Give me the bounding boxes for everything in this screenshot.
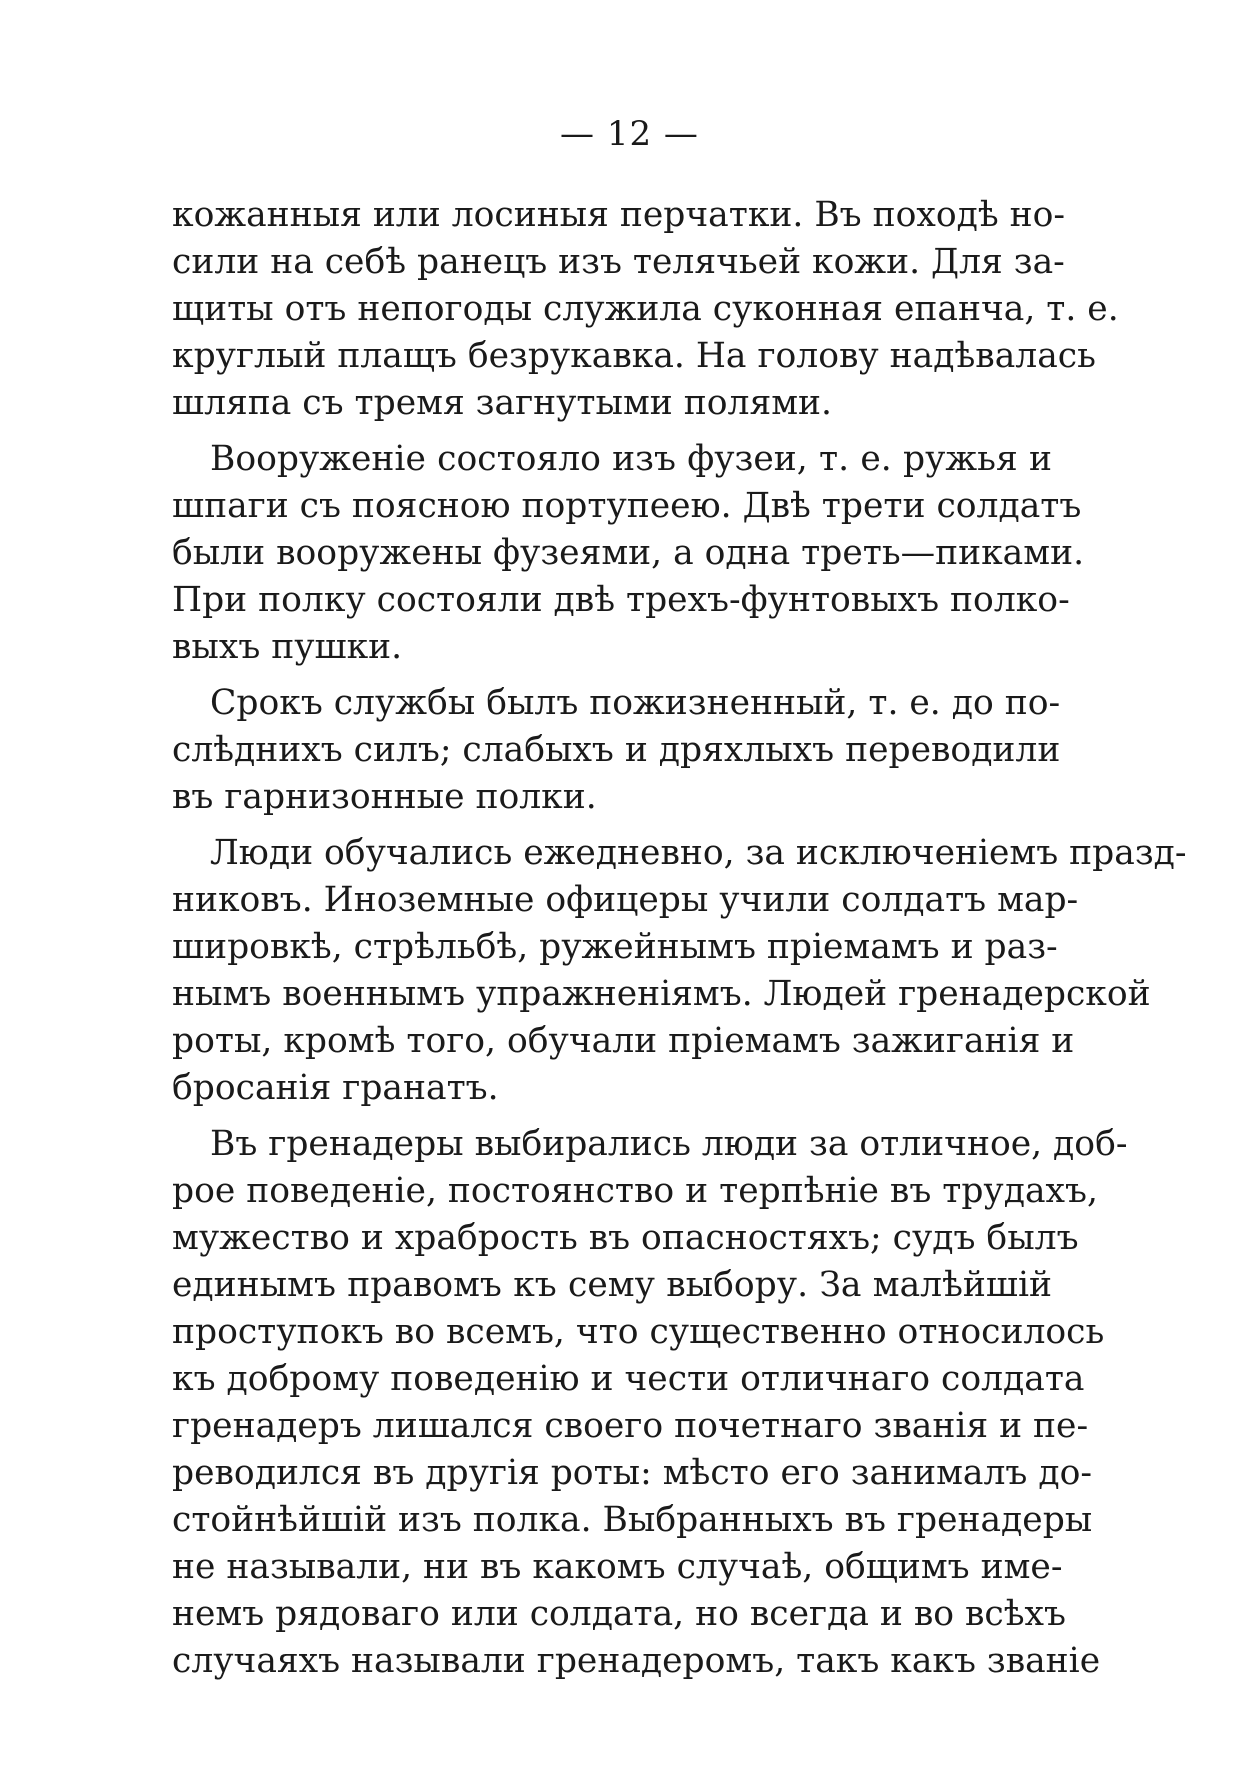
text-line: кожанныя или лосиныя перчатки. Въ походѣ но-: [172, 195, 1066, 235]
text-line: проступокъ во всемъ, что существенно относилось: [172, 1312, 1105, 1352]
text-line: круглый плащъ безрукавка. На голову надѣвалась: [172, 336, 1096, 376]
text-line: бросанія гранатъ.: [172, 1068, 499, 1108]
text-line: шпаги съ поясною портупеею. Двѣ трети солдатъ: [172, 486, 1082, 526]
paragraph: [172, 436, 1085, 671]
text-line: рое поведеніе, постоянство и терпѣніе въ трудахъ,: [172, 1171, 1098, 1211]
text-line: къ доброму поведенію и чести отличнаго солдата: [172, 1359, 1085, 1399]
text-line: слѣднихъ силъ; слабыхъ и дряхлыхъ переводили: [172, 730, 1061, 770]
text-line: Срокъ службы былъ пожизненный, т. е. до по-: [210, 683, 1061, 723]
text-line: не называли, ни въ какомъ случаѣ, общимъ име-: [172, 1547, 1063, 1587]
text-line: роты, кромѣ того, обучали пріемамъ зажиганія и: [172, 1021, 1075, 1061]
text-line: Въ гренадеры выбирались люди за отличное, доб-: [210, 1124, 1128, 1164]
text-line: стойнѣйшій изъ полка. Выбранныхъ въ гренадеры: [172, 1500, 1093, 1540]
text-line: немъ рядоваго или солдата, но всегда и во всѣхъ: [172, 1594, 1066, 1634]
text-line: шляпа съ тремя загнутыми полями.: [172, 383, 833, 423]
text-line: были вооружены фузеями, а одна треть—пиками.: [172, 533, 1085, 573]
text-line: въ гарнизонные полки.: [172, 777, 597, 817]
text-line: шировкѣ, стрѣльбѣ, ружейнымъ пріемамъ и раз-: [172, 927, 1058, 967]
text-line: сили на себѣ ранецъ изъ телячьей кожи. Для за-: [172, 242, 1065, 282]
text-line: мужество и храбрость въ опасностяхъ; судъ былъ: [172, 1218, 1079, 1258]
text-line: единымъ правомъ къ сему выбору. За малѣйшій: [172, 1265, 1052, 1305]
text-line: нымъ военнымъ упражненіямъ. Людей гренадерской: [172, 974, 1151, 1014]
paragraph: [172, 680, 1061, 821]
text-line: случаяхъ называли гренадеромъ, такъ какъ званіе: [172, 1641, 1101, 1681]
paragraph: [172, 1121, 1128, 1685]
text-line: гренадеръ лишался своего почетнаго званія и пе-: [172, 1406, 1089, 1446]
page-number: — 12 —: [560, 114, 699, 154]
text-line: Вооруженіе состояло изъ фузеи, т. е. ружья и: [210, 439, 1052, 479]
text-line: При полку состояли двѣ трехъ-фунтовыхъ полко-: [172, 580, 1070, 620]
text-line: выхъ пушки.: [172, 627, 403, 667]
body-text: [172, 192, 1187, 1694]
paragraph: [172, 192, 1119, 427]
text-line: Люди обучались ежедневно, за исключеніемъ празд-: [210, 833, 1187, 873]
text-line: щиты отъ непогоды служила суконная епанча, т. е.: [172, 289, 1119, 329]
paragraph: [172, 830, 1187, 1112]
text-line: реводился въ другія роты: мѣсто его занималъ до-: [172, 1453, 1092, 1493]
text-line: никовъ. Иноземные офицеры учили солдатъ мар-: [172, 880, 1079, 920]
